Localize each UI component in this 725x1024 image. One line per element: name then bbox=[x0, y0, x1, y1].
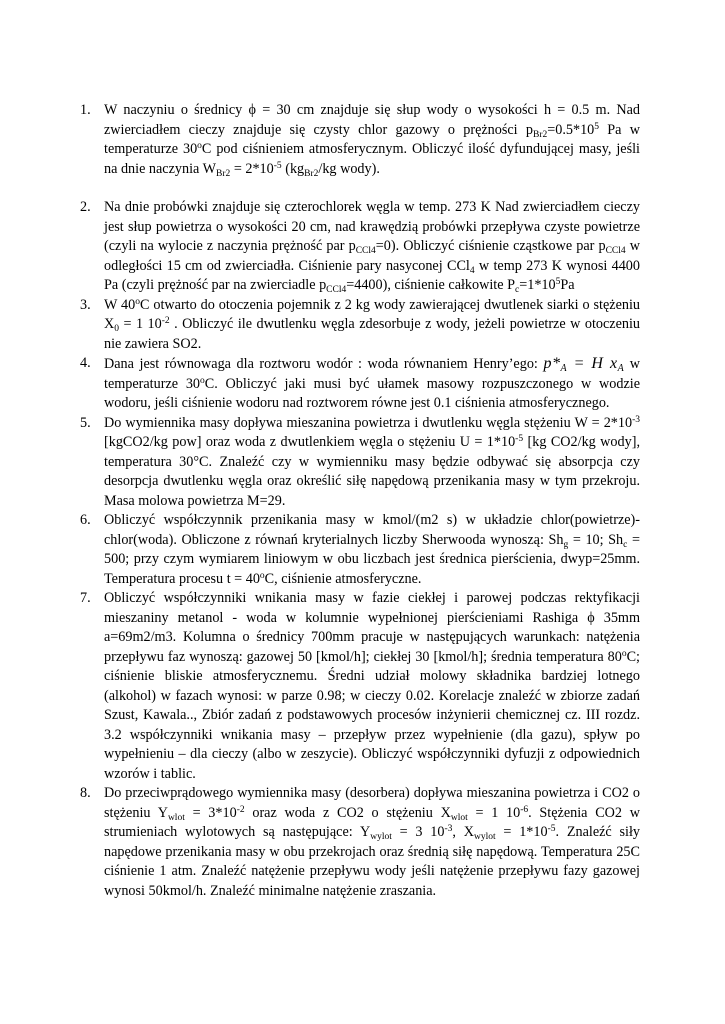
text-run: [kgCO2/kg pow] oraz woda z dwutlenkiem węgla o stężeniu U = 1*10 bbox=[104, 434, 516, 450]
subscript: Br2 bbox=[532, 129, 548, 140]
superscript: -5 bbox=[515, 434, 524, 444]
text-run: Pa bbox=[560, 277, 575, 293]
text-run: =4400), ciśnienie całkowite P bbox=[346, 277, 515, 293]
superscript: o bbox=[621, 648, 627, 659]
text-run: Do przeciwprądowego wymiennika masy (desorbera) dopływa mieszanina powietrza i CO2 o stężeniu Y bbox=[104, 785, 640, 821]
text-run: Dana jest równowaga dla roztworu wodór : woda równaniem Henry’ego: bbox=[104, 356, 544, 372]
text-run: C otwarto do otoczenia pojemnik z 2 kg wody zawierającej dwutlenek siarki o stężeniu X bbox=[104, 296, 641, 332]
subscript: wylot bbox=[473, 832, 496, 842]
subscript: Br2 bbox=[216, 168, 231, 179]
subscript: 4 bbox=[469, 265, 475, 276]
subscript: g bbox=[563, 539, 569, 550]
superscript: o bbox=[135, 296, 140, 307]
text-run: Obliczyć współczynnik przenikania masy w kmol/(m2 s) w układzie chlor(powietrze)-chlor(woda). Obliczone z równań kryterialnych liczby Sherwooda wynoszą: Sh bbox=[104, 512, 640, 548]
problem-text bbox=[104, 415, 640, 509]
text-run: (kg bbox=[281, 160, 305, 177]
text-run: =0.5*10 bbox=[547, 121, 595, 138]
superscript: -5 bbox=[273, 160, 282, 171]
superscript: -2 bbox=[236, 804, 245, 815]
text-run: W naczyniu o średnicy ϕ = 30 cm znajduje się słup wody o wysokości h = 0.5 m. Nad zwierciadłem cieczy znajduje się czysty chlor gazowy o prężności p bbox=[104, 102, 640, 138]
text-run: [kg CO2/kg wody], temperatura 30°C. Znaleźć czy w wymienniku masy będzie odbywać się absorpcja czy desorpcja dwutlenku węgla oraz określić siłę napędową przenikania masy w tym przekroju. Masa molowa powietrza M=29. bbox=[104, 434, 640, 509]
subscript: c bbox=[623, 539, 628, 550]
text-run: = 2*10 bbox=[230, 160, 274, 177]
superscript: -6 bbox=[520, 804, 529, 815]
formula-subscript: A bbox=[617, 363, 625, 374]
subscript: 0 bbox=[114, 324, 119, 334]
subscript: CCl4 bbox=[355, 246, 376, 256]
problem-text bbox=[104, 356, 640, 411]
problem-number: 4. bbox=[80, 355, 91, 371]
formula-subscript: A bbox=[560, 363, 568, 374]
text-run: =1*10 bbox=[519, 277, 556, 293]
problem-number: 2. bbox=[80, 199, 91, 215]
superscript: 5 bbox=[555, 277, 561, 287]
problem-text bbox=[104, 102, 640, 177]
text-run: oraz woda z CO2 o stężeniu X bbox=[244, 804, 451, 821]
problem-item bbox=[80, 589, 640, 784]
text-run: w temperaturze 30 bbox=[104, 356, 641, 392]
text-run: W 40 bbox=[104, 296, 136, 313]
superscript: -3 bbox=[632, 414, 640, 425]
text-run: . Znaleźć siły napędowe przenikania masy w obu przekrojach oraz średnią siłę napędową. Temperatura 25C ciśnienie 1 atm. Znaleźć natężenie przepływu wody jeśli natężenie przepływu fazy gazowej wynosi 50kmol/h. Znaleźć minimalne natężenie zraszania. bbox=[104, 824, 640, 899]
problem-item bbox=[80, 511, 640, 589]
text-run: C, ciśnienie atmosferyczne. bbox=[264, 570, 422, 587]
problem-number: 8. bbox=[80, 785, 91, 801]
subscript: wlot bbox=[450, 812, 468, 823]
text-run: Na dnie probówki znajduje się czterochlorek węgla w temp. 273 K Nad zwierciadłem cieczy jest słup powietrza o wysokości 20 cm, nad krawędzią probówki przepływa czyste powietrze (czyli na wylocie z naczynia prężność par p bbox=[104, 199, 640, 254]
subscript: Br2 bbox=[304, 168, 319, 179]
formula-text: p bbox=[543, 355, 552, 372]
problem-number: 6. bbox=[80, 512, 91, 528]
formula-star: * bbox=[551, 355, 561, 372]
text-run: Obliczyć współczynniki wnikania masy w fazie ciekłej i parowej podczas rektyfikacji mieszaniny metanol - woda w kolumnie wypełnionej pierścieniami Rashiga ϕ 35mm a=69m2/m3. Kolumna o średnicy 700mm pracuje w następujących warunkach: natężenia przepływu faz wynoszą: gazowej 50 [kmol/h]; ciekłej 30 [kmol/h]; średnia temperatura 80 bbox=[104, 590, 640, 665]
problem-number: 1. bbox=[80, 102, 91, 118]
problem-item bbox=[80, 414, 640, 512]
problem-item bbox=[80, 296, 640, 355]
problem-item bbox=[80, 784, 640, 901]
superscript: o bbox=[200, 375, 205, 386]
text-run: . Stężenia CO2 w strumieniach wylotowych są następujące: Y bbox=[104, 804, 640, 840]
problem-item bbox=[80, 354, 640, 414]
subscript: CCl4 bbox=[605, 246, 626, 256]
text-run: =0). Obliczyć ciśnienie cząstkowe par p bbox=[375, 238, 606, 254]
subscript: CCl4 bbox=[326, 285, 347, 295]
text-run: = 3*10 bbox=[184, 804, 237, 821]
problem-text bbox=[104, 199, 640, 293]
text-run: = 10; Sh bbox=[568, 531, 624, 548]
formula-text: = H x bbox=[567, 355, 618, 372]
text-run: w temp 273 K wynosi 4400 Pa (czyli prężność par na zwierciadle p bbox=[104, 257, 640, 293]
subscript: c bbox=[515, 285, 520, 295]
text-run: w odległości 15 cm od zwierciadła. Ciśnienie pary nasyconej CCl bbox=[104, 238, 641, 274]
text-run: Do wymiennika masy dopływa mieszanina powietrza i dwutlenku węgla stężeniu W = 2*10 bbox=[104, 414, 633, 431]
text-run: = 1*10 bbox=[495, 824, 548, 840]
superscript: -5 bbox=[547, 824, 556, 834]
text-run: = 1 10 bbox=[119, 316, 162, 332]
superscript: o bbox=[197, 141, 202, 151]
problem-text bbox=[104, 297, 640, 352]
problem-text bbox=[104, 785, 640, 899]
text-run: . Obliczyć ile dwutlenku węgla zdesorbuje z wody, jeżeli powietrze w otoczeniu nie zawiera SO2. bbox=[104, 316, 640, 352]
text-run: C pod ciśnieniem atmosferycznym. Obliczyć ilość dyfundującej masy, jeśli na dnie naczynia W bbox=[104, 141, 640, 177]
text-run: = 500; przy czym wymiarem liniowym w obu liczbach jest średnica pierścienia, dwyp=25mm. Temperatura procesu t = 40 bbox=[104, 531, 640, 587]
text-run: = 3 10 bbox=[391, 824, 445, 840]
superscript: 5 bbox=[594, 121, 600, 132]
problem-item bbox=[80, 198, 640, 296]
text-run: C; ciśnienie bliskie atmosferycznemu. Średni udział molowy składnika bardziej lotnego (alkohol) w fazach wynosi: w parze 0.98; w cieczy 0.02. Korelacje znaleźć w zbiorze zadań Szust, Kawala.., Zbiór zadań z podstawowych procesów inżynierii chemicznej cz. III rozdz. 3.2 współczynniki wnikania masy – przepływ przez wypełnienie (dla gazu), spływ po wypełnieniu – dla cieczy (albo w zeszycie). Obliczyć współczynniki dyfuzji z odpowiednich wzorów i tablic. bbox=[104, 648, 640, 782]
problem-text bbox=[104, 512, 640, 587]
superscript: o bbox=[259, 570, 265, 581]
text-run: /kg wody). bbox=[318, 160, 380, 177]
text-run: C. Obliczyć jaki musi być ułamek masowy rozpuszczonego w wodzie wodoru, jeśli ciśnienie wodoru nad roztworem równe jest 0.1 ciśnienia atmosferycznego. bbox=[104, 375, 641, 411]
problem-list bbox=[80, 101, 640, 901]
text-run: , X bbox=[452, 824, 474, 840]
problem-number: 7. bbox=[80, 590, 91, 606]
problem-text bbox=[104, 590, 640, 782]
subscript: wylot bbox=[370, 832, 392, 842]
problem-number: 5. bbox=[80, 414, 91, 431]
problem-item bbox=[80, 101, 640, 179]
superscript: -2 bbox=[161, 316, 170, 326]
superscript: -3 bbox=[444, 824, 453, 834]
subscript: wlot bbox=[167, 812, 185, 823]
text-run: = 1 10 bbox=[467, 804, 521, 821]
problem-number: 3. bbox=[80, 296, 91, 313]
text-run: Pa w temperaturze 30 bbox=[104, 121, 640, 157]
